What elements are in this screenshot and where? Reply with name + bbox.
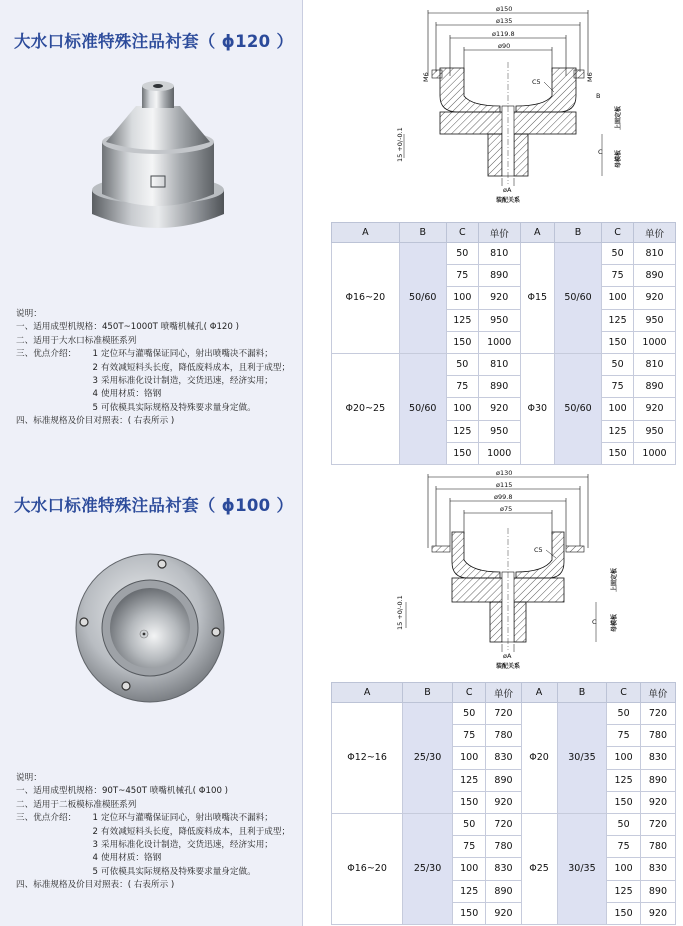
section-2-cross-section-drawing [392,468,642,674]
cell-c: 150 [602,442,634,464]
cell-price: 890 [478,376,520,398]
header-c: C [602,223,634,243]
cell-c: 50 [607,813,641,835]
label-fixed-plate: 上固定板 [611,567,618,592]
cell-price: 1000 [634,442,676,464]
bushing-100-photo [70,552,232,704]
cell-c: 150 [607,791,641,813]
advantage-item [16,839,290,852]
header-c: C [607,683,641,703]
section-1-title: 大水口标准特殊注品衬套（ ϕ120 ） [14,32,294,51]
cell-price: 920 [478,287,520,309]
cell-price: 720 [486,703,521,725]
drawing-caption: 装配关系 [496,197,521,204]
bushing-120-photo [88,72,228,244]
cell-b: 25/30 [403,813,453,924]
dim-d2-label: ø135 [496,17,513,25]
cell-c: 100 [607,858,641,880]
cell-b: 25/30 [403,703,453,814]
cell-price: 720 [640,813,675,835]
chamfer-label: C5 [532,78,541,86]
advantage-text: 定位环与灌嘴保证同心，射出喷嘴决不漏料； [101,349,273,360]
cell-a: Φ20 [521,703,557,814]
note-advantages-label [16,348,290,361]
dim-d2-label: ø115 [496,481,513,489]
advantage-text: 定位环与灌嘴保证同心，射出喷嘴决不漏料； [101,813,273,824]
cell-price: 780 [486,836,521,858]
note-advantages-label [16,812,290,825]
cell-c: 125 [602,309,634,331]
advantage-index: 1 [92,813,98,824]
dim-d1-label: ø150 [496,5,513,13]
cell-a: Φ16~20 [332,813,403,924]
cell-c: 100 [602,287,634,309]
cell-c: 75 [452,725,486,747]
dim-d3-label: ø99.8 [494,493,513,501]
advantages-label-text: 三、优点介绍： [16,349,77,360]
advantage-index: 2 [92,826,98,837]
note-machine-spec: 一、适用成型机规格：90T~450T 喷嘴机械孔( Φ100 ) [16,786,229,797]
label-fixed-plate: 上固定板 [615,105,622,130]
advantage-index: 3 [92,840,98,851]
advantages-label-text: 三、优点介绍： [16,813,77,824]
cell-c: 75 [607,836,641,858]
cell-c: 150 [446,442,478,464]
cell-price: 950 [478,309,520,331]
advantage-index: 4 [92,389,98,400]
note-price-table-ref: 四、标准规格及价目对照表：( 右表所示 ) [16,880,175,891]
advantage-item [16,362,290,375]
dim-d4-label: ø90 [498,42,511,50]
advantage-text: 采用标准化设计制造，交货迅速，经济实用； [101,840,273,851]
dim-d3-label: ø119.8 [492,30,515,38]
label-cavity-plate: 母模板 [611,613,618,632]
advantage-index: 3 [92,376,98,387]
advantage-text: 采用标准化设计制造，交货迅速，经济实用； [101,376,273,387]
advantage-item [16,826,290,839]
cell-price: 890 [640,880,675,902]
cell-price: 890 [634,376,676,398]
header-a: A [520,223,554,243]
advantage-text: 有效减短料头长度，降低废料成本，且利于成型； [101,826,291,837]
dim-c-label: C [598,148,603,156]
section-1-cross-section-drawing [392,2,642,208]
cell-price: 920 [640,902,675,924]
cell-price: 920 [486,791,521,813]
cell-c: 100 [452,858,486,880]
section-2-price-table [331,682,676,925]
cell-a: Φ20~25 [332,353,400,464]
cell-price: 830 [486,747,521,769]
cell-price: 780 [640,725,675,747]
cell-c: 150 [452,791,486,813]
advantage-item [16,388,290,401]
table-header-row [332,223,676,243]
cell-c: 150 [602,331,634,353]
thread-right-label: M6 [586,72,594,82]
cell-price: 780 [640,836,675,858]
notes-label: 说明： [16,773,42,783]
note-price-table-ref: 四、标准规格及价目对照表：( 右表所示 ) [16,416,175,427]
cell-price: 920 [486,902,521,924]
note-mold-series: 二、适用于大水口标准模胚系列 [16,335,137,346]
table-header-row [332,683,676,703]
note-machine-spec: 一、适用成型机规格：450T~1000T 喷嘴机械孔( Φ120 ) [16,322,239,333]
cell-c: 50 [452,703,486,725]
cell-a: Φ30 [520,353,554,464]
cell-c: 75 [452,836,486,858]
cell-b: 50/60 [399,353,446,464]
cell-price: 890 [478,265,520,287]
cell-c: 125 [602,420,634,442]
cell-price: 920 [640,791,675,813]
advantage-index: 5 [92,402,98,413]
cell-c: 100 [452,747,486,769]
section-1-panel [0,0,303,462]
cell-c: 50 [602,353,634,375]
cell-price: 810 [634,353,676,375]
chamfer-label: C5 [534,546,543,554]
cell-price: 720 [640,703,675,725]
cell-a: Φ16~20 [332,243,400,354]
note-mold-series: 二、适用于二板模标准模胚系列 [16,799,137,810]
advantage-index: 2 [92,362,98,373]
header-a: A [521,683,557,703]
cell-price: 890 [486,880,521,902]
advantage-item [16,852,290,865]
cell-c: 125 [607,769,641,791]
cell-c: 125 [446,309,478,331]
cell-price: 1000 [478,331,520,353]
section-2-panel [0,462,303,926]
cell-price: 830 [640,747,675,769]
cell-b: 50/60 [399,243,446,354]
cell-c: 50 [602,243,634,265]
cell-price: 1000 [478,442,520,464]
dim-c-label: C [592,618,597,626]
cell-c: 150 [452,902,486,924]
cell-price: 950 [634,309,676,331]
cell-c: 150 [446,331,478,353]
advantage-index: 4 [92,853,98,864]
cell-c: 75 [446,376,478,398]
drawing-caption: 装配关系 [496,663,521,670]
cell-c: 100 [607,747,641,769]
dim-a-label: øA [503,652,512,660]
cell-c: 100 [446,287,478,309]
header-b: B [557,683,607,703]
advantage-text: 有效减短料头长度，降低废料成本，且利于成型； [101,362,291,373]
label-cavity-plate: 母模板 [615,149,622,168]
thread-left-label: M6 [422,72,430,82]
cell-price: 920 [478,398,520,420]
cell-c: 50 [607,703,641,725]
cell-price: 810 [634,243,676,265]
cell-a: Φ15 [520,243,554,354]
cell-b: 30/35 [557,703,607,814]
cell-a: Φ25 [521,813,557,924]
header-a: A [332,223,400,243]
advantage-item [16,402,290,415]
header-c: C [446,223,478,243]
section-1-notes [16,308,290,429]
cell-price: 890 [486,769,521,791]
cell-c: 125 [452,769,486,791]
advantage-item [16,375,290,388]
cell-price: 830 [486,858,521,880]
header-b: B [554,223,601,243]
cell-price: 950 [634,420,676,442]
cell-c: 100 [446,398,478,420]
header-price: 单价 [478,223,520,243]
advantage-text: 使用材质：铬钢 [101,389,162,400]
section-2-notes [16,772,290,893]
cell-price: 720 [486,813,521,835]
cell-c: 100 [602,398,634,420]
dim-thickness-label: 15 +0/-0.1 [396,595,404,630]
advantage-item [16,866,290,879]
advantage-index: 1 [92,349,98,360]
cell-price: 810 [478,243,520,265]
notes-label: 说明： [16,309,42,319]
cell-c: 75 [602,376,634,398]
dim-b-label: B [596,92,601,100]
cell-price: 920 [634,398,676,420]
header-c: C [452,683,486,703]
dim-d1-label: ø130 [496,469,513,477]
cell-b: 50/60 [554,353,601,464]
table-row [332,243,676,265]
header-price: 单价 [634,223,676,243]
table-row [332,703,676,725]
cell-price: 830 [640,858,675,880]
cell-price: 950 [478,420,520,442]
cell-price: 1000 [634,331,676,353]
table-row [332,353,676,375]
cell-c: 50 [452,813,486,835]
cell-c: 50 [446,353,478,375]
advantage-index: 5 [92,866,98,877]
advantage-text: 使用材质：铬钢 [101,853,162,864]
cell-price: 890 [634,265,676,287]
cell-a: Φ12~16 [332,703,403,814]
cell-c: 50 [446,243,478,265]
cell-c: 75 [602,265,634,287]
cell-c: 125 [607,880,641,902]
cell-c: 75 [446,265,478,287]
advantage-text: 可依模具实际规格及特殊要求量身定做。 [101,402,256,413]
section-2-title: 大水口标准特殊注品衬套（ ϕ100 ） [14,496,294,515]
dim-thickness-label: 15 +0/-0.1 [396,127,404,162]
cell-price: 890 [640,769,675,791]
header-price: 单价 [640,683,675,703]
cell-c: 75 [607,725,641,747]
cell-b: 50/60 [554,243,601,354]
dim-d4-label: ø75 [500,505,513,513]
table-row [332,813,676,835]
advantage-item [86,812,273,825]
cell-price: 780 [486,725,521,747]
section-1-price-table [331,222,676,465]
advantage-item [86,348,273,361]
cell-c: 125 [446,420,478,442]
cell-price: 810 [478,353,520,375]
cell-c: 150 [607,902,641,924]
header-b: B [399,223,446,243]
cell-b: 30/35 [557,813,607,924]
header-b: B [403,683,453,703]
cell-price: 920 [634,287,676,309]
cell-c: 125 [452,880,486,902]
advantage-text: 可依模具实际规格及特殊要求量身定做。 [101,866,256,877]
header-a: A [332,683,403,703]
dim-a-label: øA [503,186,512,194]
header-price: 单价 [486,683,521,703]
